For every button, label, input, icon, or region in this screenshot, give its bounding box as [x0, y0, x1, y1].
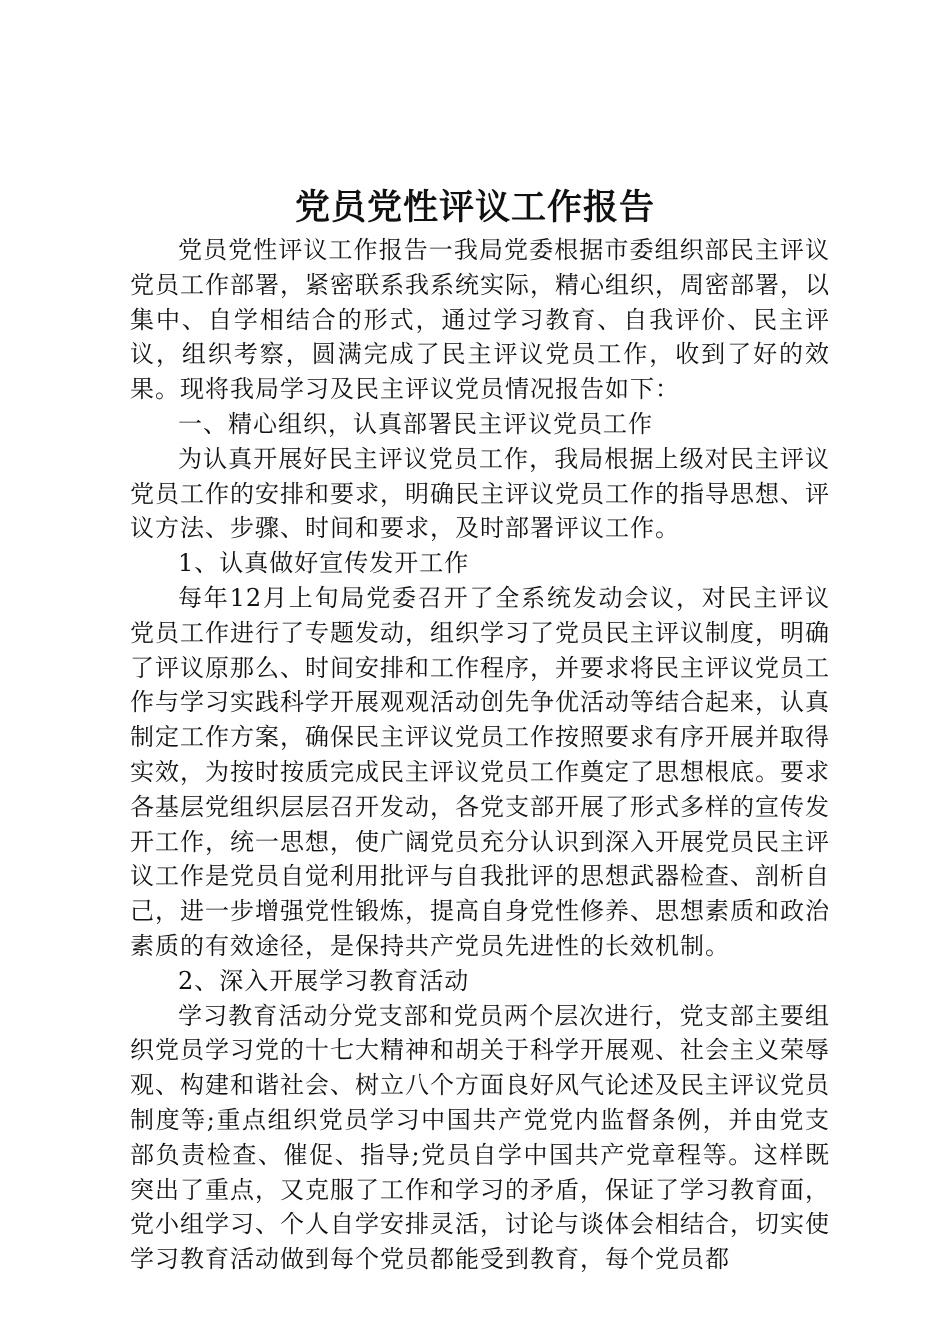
paragraph-section-1: 为认真开展好民主评议党员工作，我局根据上级对民主评议党员工作的安排和要求，明确民主评议党员工作的指导思想、评议方法、步骤、时间和要求，及时部署评议工作。 — [130, 444, 830, 543]
subheading-1: 1、认真做好宣传发开工作 — [178, 549, 470, 578]
paragraph-intro: 党员党性评议工作报告一我局党委根据市委组织部民主评议党员工作部署，紧密联系我系统实际，精心组织，周密部署，以集中、自学相结合的形式，通过学习教育、自我评价、民主评议，组织考察，圆满完成了民主评议党员工作，收到了好的效果。现将我局学习及民主评议党员情况报告如下： — [130, 236, 830, 404]
page-title: 党员党性评议工作报告 — [294, 187, 655, 228]
document-body — [130, 233, 830, 1277]
section-heading-1: 一、精心组织，认真部署民主评议党员工作 — [178, 409, 653, 438]
paragraph-subsection-1: 每年12月上旬局党委召开了全系统发动会议，对民主评议党员工作进行了专题发动，组织学习了党员民主评议制度，明确了评议原那么、时间安排和工作程序，并要求将民主评议党员工作与学习实践科学开展观观活动创先争优活动等结合起来，认真制定工作方案，确保民主评议党员工作按照要求有序开展并取得实效，为按时按质完成民主评议党员工作奠定了思想根底。要求各基层党组织层层召开发动，各党支部开展了形式多样的宣传发开工作，统一思想，使广阔党员充分认识到深入开展党员民主评议工作是党员自觉利用批评与自我批评的思想武器检查、剖析自己，进一步增强党性锻炼，提高自身党性修养、思想素质和政治素质的有效途径，是保持共产党员先进性的长效机制。 — [130, 583, 830, 960]
subheading-2: 2、深入开展学习教育活动 — [178, 966, 470, 995]
paragraph-subsection-2: 学习教育活动分党支部和党员两个层次进行，党支部主要组织党员学习党的十七大精神和胡关于科学开展观、社会主义荣辱观、构建和谐社会、树立八个方面良好风气论述及民主评议党员制度等;重点组织党员学习中国共产党党内监督条例，并由党支部负责检查、催促、指导;党员自学中国共产党章程等。这样既突出了重点，又克服了工作和学习的矛盾，保证了学习教育面，党小组学习、个人自学安排灵活，讨论与谈体会相结合，切实使学习教育活动做到每个党员都能受到教育，每个党员都 — [130, 1001, 830, 1274]
